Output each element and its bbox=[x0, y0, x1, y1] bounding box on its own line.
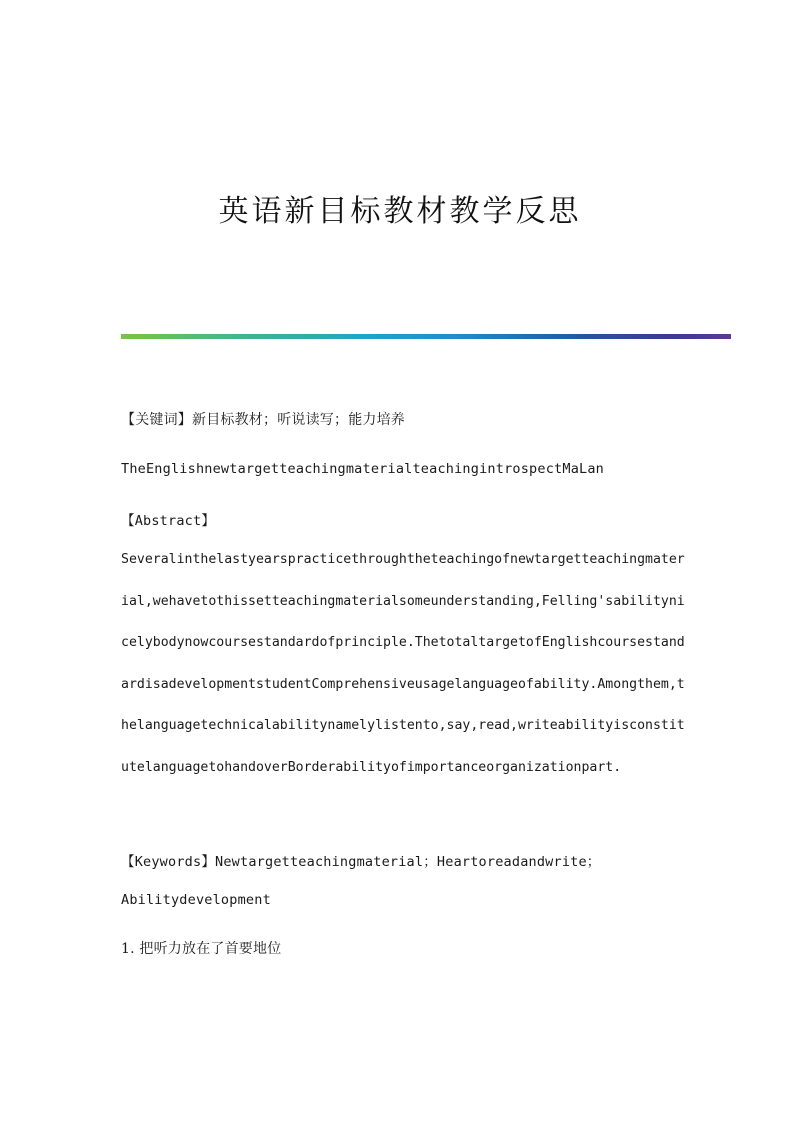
section-heading-1: 1. 把听力放在了首要地位 bbox=[121, 941, 282, 957]
keywords-en-continued: Abilitydevelopment bbox=[121, 892, 271, 908]
keywords-en: 【Keywords】Newtargetteachingmaterial；Heartoreadandwrite； bbox=[121, 854, 601, 870]
abstract-text: Severalinthelastyearspracticethroughtheteachingofnewtargetteachingmaterial,wehavetothissetteachingmaterialsomeunderstanding,Felling'sabilitynicelybodynowcoursestandardofprinciple.ThetotaltargetofEnglishcoursestandardisadevelopmentstudentComprehensiveusagelanguageofability.Amongthem,thelanguagetechnicalabilitynamelylistento,say,read,writeabilityisconstitutelanguagetohandoverBorderabilityofimportanceorganizationpart. bbox=[121, 552, 685, 775]
page-title: 英语新目标教材教学反思 bbox=[218, 194, 582, 229]
keywords-cn: 【关键词】新目标教材；听说读写；能力培养 bbox=[121, 412, 405, 428]
abstract-heading: 【Abstract】 bbox=[121, 513, 216, 529]
title-divider bbox=[121, 334, 731, 339]
english-title: TheEnglishnewtargetteachingmaterialteachingintrospectMaLan bbox=[121, 461, 605, 477]
